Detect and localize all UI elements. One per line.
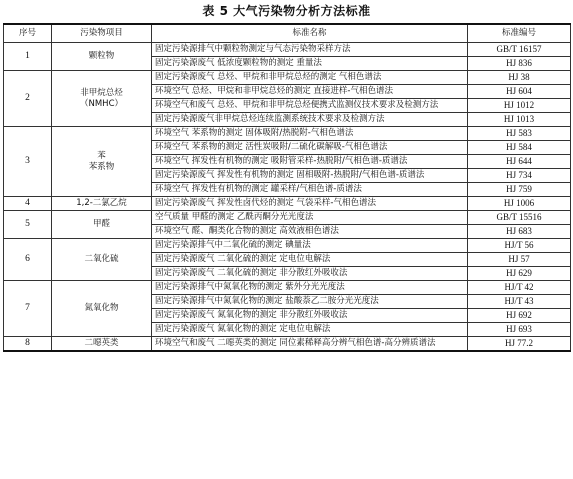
standard-code-cell: HJ 38 [468,71,571,85]
standard-name-cell: 固定污染源废气 低浓度颗粒物的测定 重量法 [152,57,468,71]
pollutant-cell: 二氧化硫 [52,239,152,281]
standard-name-cell: 固定污染源排气中颗粒物测定与气态污染物采样方法 [152,43,468,57]
standard-code-cell: HJ 77.2 [468,337,571,352]
header-seq: 序号 [4,24,52,43]
standard-code-cell: HJ 583 [468,127,571,141]
seq-cell: 1 [4,43,52,71]
standard-code-cell: HJ 693 [468,323,571,337]
header-name: 标准名称 [152,24,468,43]
standard-code-cell: HJ 836 [468,57,571,71]
table-row [4,127,571,141]
table-row [4,71,571,85]
table-row [4,211,571,225]
standard-name-cell: 固定污染源废气 挥发性卤代烃的测定 气袋采样-气相色谱法 [152,197,468,211]
standard-name-cell: 固定污染源废气 氮氧化物的测定 定电位电解法 [152,323,468,337]
standard-code-cell: HJ 1006 [468,197,571,211]
standard-code-cell: HJ 683 [468,225,571,239]
standard-name-cell: 固定污染源废气 二氧化硫的测定 定电位电解法 [152,253,468,267]
standard-code-cell: HJ 734 [468,169,571,183]
seq-cell: 2 [4,71,52,127]
standard-code-cell: HJ 1013 [468,113,571,127]
standard-code-cell: HJ 584 [468,141,571,155]
standard-code-cell: HJ 644 [468,155,571,169]
seq-cell: 6 [4,239,52,281]
standard-name-cell: 环境空气和废气 总烃、甲烷和非甲烷总烃便携式监测仪技术要求及检测方法 [152,99,468,113]
pollutant-cell: 氮氧化物 [52,281,152,337]
pollutant-abbrev: （NMHC） [79,98,124,109]
standard-name-cell: 环境空气 苯系物的测定 活性炭吸附/二硫化碳解吸-气相色谱法 [152,141,468,155]
standard-name-cell: 环境空气和废气 二噁英类的测定 同位素稀释高分辨气相色谱-高分辨质谱法 [152,337,468,352]
table-row [4,337,571,352]
header-code: 标准编号 [468,24,571,43]
standard-code-cell: GB/T 16157 [468,43,571,57]
standard-code-cell: HJ/T 43 [468,295,571,309]
header-item: 污染物项目 [52,24,152,43]
pollutant-cell: 颗粒物 [52,43,152,71]
standard-code-cell: HJ 1012 [468,99,571,113]
table-row [4,281,571,295]
seq-cell: 8 [4,337,52,352]
standard-code-cell: HJ/T 42 [468,281,571,295]
pollutant-name: 苯 [97,150,106,161]
standard-name-cell: 固定污染源废气 总烃、甲烷和非甲烷总烃的测定 气相色谱法 [152,71,468,85]
standard-code-cell: HJ 604 [468,85,571,99]
standard-name-cell: 固定污染源废气非甲烷总烃连续监测系统技术要求及检测方法 [152,113,468,127]
seq-cell: 7 [4,281,52,337]
pollutant-cell [52,71,152,127]
standard-code-cell: HJ 629 [468,267,571,281]
pollutant-name: 非甲烷总烃 [80,87,123,98]
standard-code-cell: HJ 759 [468,183,571,197]
standard-code-cell: GB/T 15516 [468,211,571,225]
table-row [4,197,571,211]
seq-cell: 4 [4,197,52,211]
pollutant-subname: 苯系物 [88,161,115,172]
pollutant-cell [52,127,152,197]
pollutant-cell: 二噁英类 [52,337,152,352]
standards-table [3,23,571,352]
standard-name-cell: 固定污染源废气 氮氧化物的测定 非分散红外吸收法 [152,309,468,323]
standard-name-cell: 环境空气 醛、酮类化合物的测定 高效液相色谱法 [152,225,468,239]
standard-name-cell: 固定污染源排气中氮氧化物的测定 盐酸萘乙二胺分光光度法 [152,295,468,309]
standard-code-cell: HJ 57 [468,253,571,267]
standard-name-cell: 环境空气 总烃、甲烷和非甲烷总烃的测定 直接进样-气相色谱法 [152,85,468,99]
standard-name-cell: 固定污染源废气 二氧化硫的测定 非分散红外吸收法 [152,267,468,281]
seq-cell: 5 [4,211,52,239]
standard-code-cell: HJ/T 56 [468,239,571,253]
pollutant-cell: 1,2-二氯乙烷 [52,197,152,211]
standard-name-cell: 环境空气 挥发性有机物的测定 吸附管采样-热脱附/气相色谱-质谱法 [152,155,468,169]
standard-name-cell: 固定污染源排气中二氧化硫的测定 碘量法 [152,239,468,253]
seq-cell: 3 [4,127,52,197]
header-row [4,24,571,43]
standard-name-cell: 环境空气 苯系物的测定 固体吸附/热脱附-气相色谱法 [152,127,468,141]
table-row [4,43,571,57]
standard-name-cell: 环境空气 挥发性有机物的测定 罐采样/气相色谱-质谱法 [152,183,468,197]
pollutant-cell: 甲醛 [52,211,152,239]
table-title: 表 5 大气污染物分析方法标准 [202,4,371,18]
standard-name-cell: 固定污染源排气中氮氧化物的测定 紫外分光光度法 [152,281,468,295]
standard-code-cell: HJ 692 [468,309,571,323]
standard-name-cell: 空气质量 甲醛的测定 乙酰丙酮分光光度法 [152,211,468,225]
table-row [4,239,571,253]
standard-name-cell: 固定污染源废气 挥发性有机物的测定 固相吸附-热脱附/气相色谱-质谱法 [152,169,468,183]
